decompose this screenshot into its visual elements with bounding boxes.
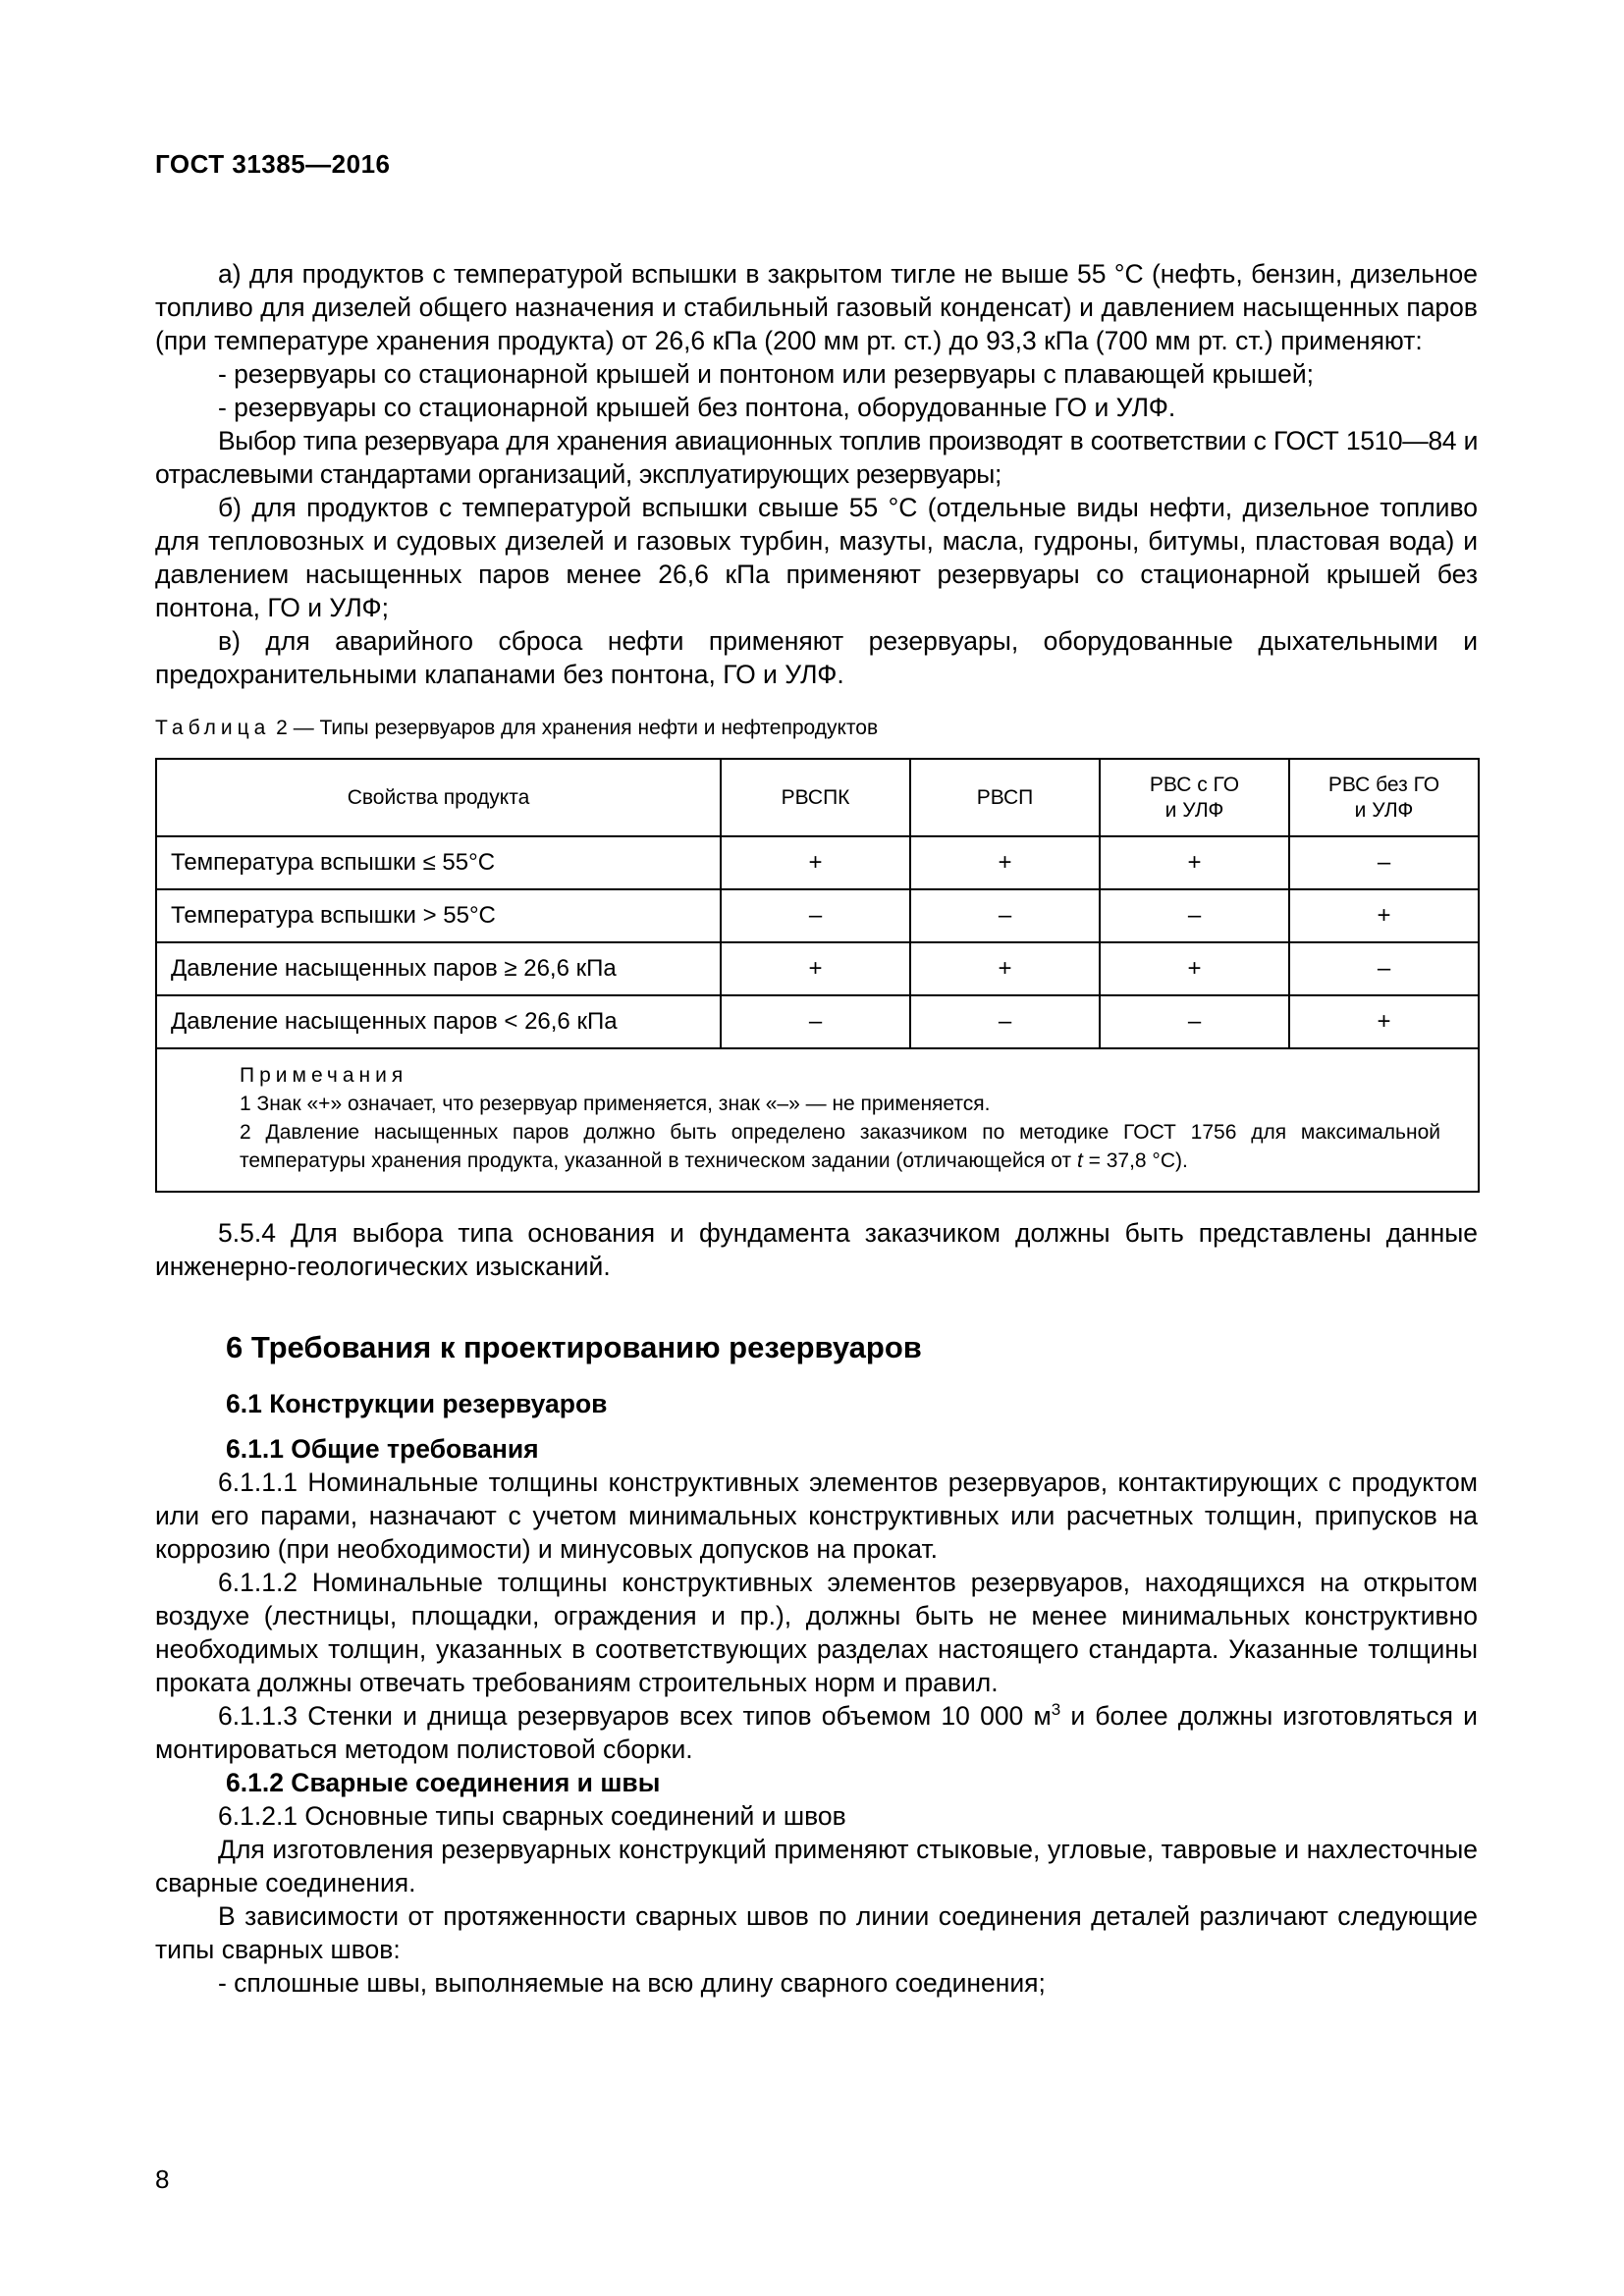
header-property: Свойства продукта <box>156 759 721 836</box>
table-row <box>156 942 1479 995</box>
paragraph-a: а) для продуктов с температурой вспышки в закрытом тигле не выше 55 °С (нефть, бензин, дизельное топливо для дизелей общего назначения и стабильный газовый конденсат) и давлением насыщенных паров (при температуре хранения продукта) от 26,6 кПа (200 мм рт. ст.) до 93,3 кПа (700 мм рт. ст.) применяют: <box>155 259 1478 355</box>
cell-value: – <box>1289 836 1479 889</box>
section-6-1-1-heading: 6.1.1 Общие требования <box>226 1434 539 1464</box>
table-caption <box>155 717 1478 740</box>
cell-value: – <box>1289 942 1479 995</box>
paragraph-6-1-1-3-tail: и более должны изготовляться и монтироваться методом полистовой сборки. <box>155 1701 1478 1764</box>
paragraph-6-1-2-1: 6.1.2.1 Основные типы сварных соединений и швов <box>218 1801 846 1831</box>
paragraph-b: б) для продуктов с температурой вспышки свыше 55 °С (отдельные виды нефти, дизельное топливо для тепловозных и судовых дизелей и газовых турбин, мазуты, масла, гудроны, битумы, пластовая вода) и давлением насыщенных паров менее 26,6 кПа применяют резервуары со стационарной крышей без понтона, ГО и УЛФ; <box>155 493 1478 622</box>
paragraph-6-1-1-2: 6.1.1.2 Номинальные толщины конструктивных элементов резервуаров, находящихся на открытом воздухе (лестницы, площадки, ограждения и пр.), должны быть не менее минимальных конструктивно необходимых толщин, указанных в соответствующих разделах настоящего стандарта. Указанные толщины проката должны отвечать требованиям строительных норм и правил. <box>155 1568 1478 1697</box>
cell-value: + <box>721 942 910 995</box>
document-header: ГОСТ 31385—2016 <box>155 149 391 179</box>
cell-value: + <box>721 836 910 889</box>
page-number: 8 <box>155 2164 170 2194</box>
table-row <box>156 836 1479 889</box>
table-notes <box>156 1048 1479 1192</box>
note-2-text: 2 Давление насыщенных паров должно быть определено заказчиком по методике ГОСТ 1756 для максимальной температуры хранения продукта, указанной в техническом задании (отличающейся от <box>240 1121 1440 1172</box>
table-caption-label: Таблица <box>155 717 271 739</box>
row-property: Давление насыщенных паров ≥ 26,6 кПа <box>156 942 721 995</box>
section-6-heading: 6 Требования к проектированию резервуаров <box>226 1330 922 1364</box>
header-rvs-no-go-line2: и УЛФ <box>1354 798 1414 822</box>
header-rvsp: РВСП <box>910 759 1100 836</box>
cell-value: – <box>910 995 1100 1048</box>
list-item: - сплошные швы, выполняемые на всю длину сварного соединения; <box>218 1968 1046 1998</box>
reservoir-types-table <box>155 758 1480 1193</box>
table-row <box>156 995 1479 1048</box>
row-property: Температура вспышки > 55°С <box>156 889 721 942</box>
superscript: 3 <box>1051 1700 1061 1720</box>
notes-title: Примечания <box>240 1064 408 1087</box>
paragraph-v: в) для аварийного сброса нефти применяют резервуары, оборудованные дыхательными и предохранительными клапанами без понтона, ГО и УЛФ. <box>155 626 1478 689</box>
cell-value: + <box>1289 995 1479 1048</box>
list-item: - резервуары со стационарной крышей и понтоном или резервуары с плавающей крышей; <box>218 359 1315 389</box>
cell-value: + <box>1289 889 1479 942</box>
header-rvs-no-go-line1: РВС без ГО <box>1327 773 1440 796</box>
paragraph-6-1-1-3 <box>155 1699 1478 1766</box>
list-item: - резервуары со стационарной крышей без понтона, оборудованные ГО и УЛФ. <box>218 393 1176 422</box>
table-caption-text: 2 — Типы резервуаров для хранения нефти и нефтепродуктов <box>270 717 879 739</box>
cell-value: – <box>1100 995 1289 1048</box>
cell-value: + <box>910 942 1100 995</box>
note-2-tail: = 37,8 °С). <box>1082 1149 1188 1172</box>
cell-value: + <box>1100 836 1289 889</box>
header-rvspk: РВСПК <box>721 759 910 836</box>
row-property: Температура вспышки ≤ 55°С <box>156 836 721 889</box>
table-header-row <box>156 759 1479 836</box>
table-row <box>156 889 1479 942</box>
header-rvs-go-line1: РВС с ГО <box>1149 773 1240 796</box>
paragraph-6-1-2-1-a: Для изготовления резервуарных конструкций применяют стыковые, угловые, тавровые и нахлесточные сварные соединения. <box>155 1835 1478 1897</box>
cell-value: – <box>1100 889 1289 942</box>
note-2-variable: t <box>1076 1149 1083 1172</box>
paragraph-6-1-1-3-text: 6.1.1.3 Стенки и днища резервуаров всех типов объемом 10 000 м <box>218 1701 1052 1731</box>
header-rvs-go-line2: и УЛФ <box>1164 798 1224 822</box>
paragraph-aviation: Выбор типа резервуара для хранения авиационных топлив производят в соответствии с ГОСТ 1510—84 и отраслевыми стандартами организаций, эксплуатирующих резервуары; <box>155 426 1478 489</box>
cell-value: + <box>910 836 1100 889</box>
section-6-1-heading: 6.1 Конструкции резервуаров <box>226 1389 608 1418</box>
note-1: 1 Знак «+» означает, что резервуар применяется, знак «–» — не применяется. <box>240 1093 991 1115</box>
note-2 <box>240 1118 1440 1175</box>
paragraph-5-5-4: 5.5.4 Для выбора типа основания и фундамента заказчиком должны быть представлены данные инженерно-геологических изысканий. <box>155 1218 1478 1281</box>
cell-value: – <box>721 889 910 942</box>
cell-value: – <box>910 889 1100 942</box>
document-body <box>155 257 1478 2000</box>
header-rvs-no-go <box>1289 759 1479 836</box>
table-notes-row <box>156 1048 1479 1192</box>
section-6-1-2-heading: 6.1.2 Сварные соединения и швы <box>226 1768 661 1797</box>
header-rvs-go <box>1100 759 1289 836</box>
paragraph-6-1-1-1: 6.1.1.1 Номинальные толщины конструктивных элементов резервуаров, контактирующих с продуктом или его парами, назначают с учетом минимальных конструктивных или расчетных толщин, припусков на коррозию (при необходимости) и минусовых допусков на прокат. <box>155 1468 1478 1564</box>
paragraph-6-1-2-1-b: В зависимости от протяженности сварных швов по линии соединения деталей различают следующие типы сварных швов: <box>155 1901 1478 1964</box>
row-property: Давление насыщенных паров < 26,6 кПа <box>156 995 721 1048</box>
cell-value: – <box>721 995 910 1048</box>
cell-value: + <box>1100 942 1289 995</box>
